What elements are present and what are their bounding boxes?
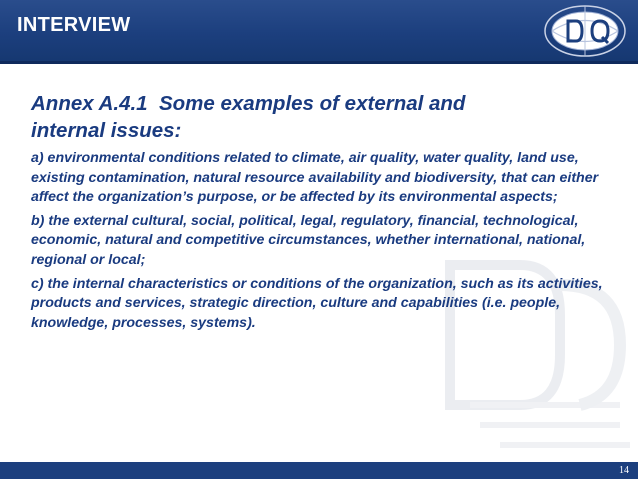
header-divider [0,61,638,64]
annex-heading-line-2: internal issues: [31,119,182,142]
issue-item-a: a) environmental conditions related to climate, air quality, water quality, land use, existing contamination, natural resource availability and biodiversity, that can either affect the organization’s purpose, or be affected by its environmental aspects; [31,150,599,206]
page-number: 14 [619,465,629,476]
issue-item-c: c) the internal characteristics or conditions of the organization, such as its activities, products and services, strategic direction, culture and capabilities (i.e. people, knowledge, processes, systems). [31,275,603,331]
footer-bar [0,462,638,479]
annex-heading-line-1: Annex A.4.1 Some examples of external and [31,92,466,115]
slide-content [31,90,611,337]
annex-heading [31,90,611,144]
issue-item-b: b) the external cultural, social, political, legal, regulatory, financial, technological, economic, natural and competitive circumstances, whether international, national, regional or local; [31,212,586,268]
slide-title: INTERVIEW [17,14,131,36]
dqs-logo-icon [542,4,628,58]
